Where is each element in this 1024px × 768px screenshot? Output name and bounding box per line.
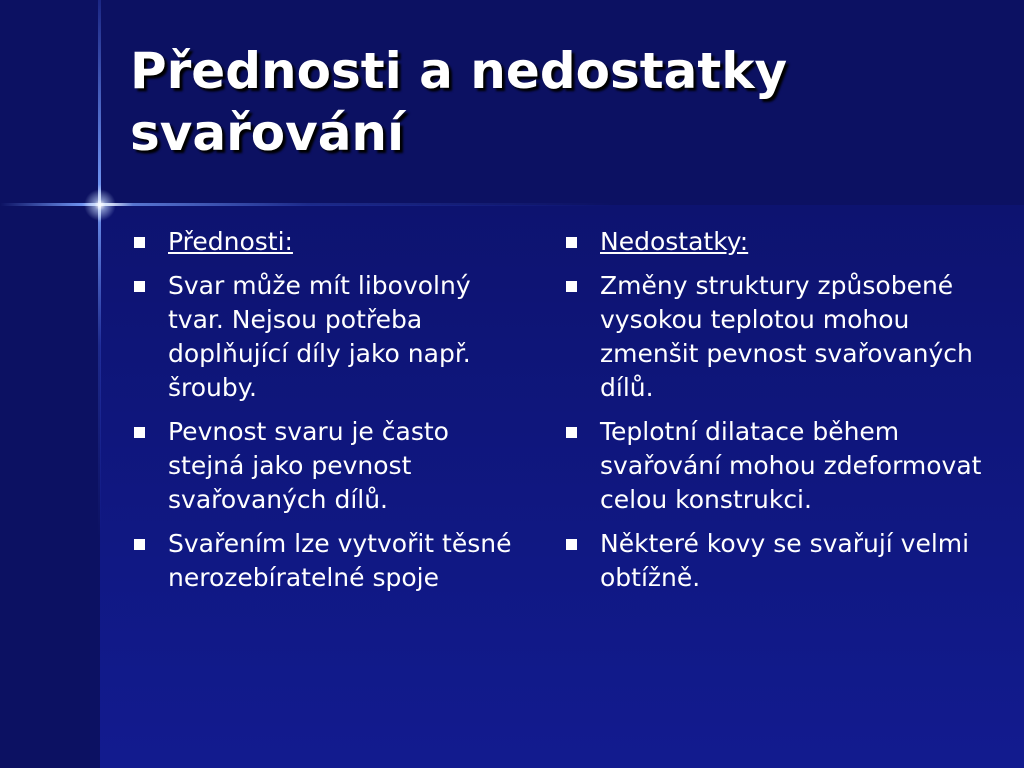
advantage-item-text: Svařením lze vytvořit těsné nerozebíratelné spoje bbox=[168, 529, 512, 592]
square-bullet-icon bbox=[566, 539, 577, 550]
light-flare bbox=[84, 189, 116, 221]
disadvantages-heading-text: Nedostatky: bbox=[600, 227, 749, 256]
disadvantage-item-text: Některé kovy se svařují velmi obtížně. bbox=[600, 529, 970, 592]
horizontal-accent-line bbox=[0, 203, 1024, 206]
advantage-item bbox=[130, 269, 515, 405]
square-bullet-icon bbox=[566, 281, 577, 292]
advantage-item-text: Svar může mít libovolný tvar. Nejsou potřeba doplňující díly jako např. šrouby. bbox=[168, 271, 471, 402]
square-bullet-icon bbox=[134, 281, 145, 292]
slide-title bbox=[130, 40, 990, 164]
background-left-band bbox=[0, 0, 100, 768]
advantages-heading bbox=[130, 225, 515, 259]
disadvantage-item bbox=[562, 269, 982, 405]
advantage-item bbox=[130, 527, 515, 595]
square-bullet-icon bbox=[134, 237, 145, 248]
disadvantage-item bbox=[562, 527, 982, 595]
square-bullet-icon bbox=[566, 237, 577, 248]
advantage-item bbox=[130, 415, 515, 517]
slide-title-line2: svařování bbox=[130, 104, 405, 162]
square-bullet-icon bbox=[566, 427, 577, 438]
disadvantage-item bbox=[562, 415, 982, 517]
disadvantage-item-text: Teplotní dilatace během svařování mohou zdeformovat celou konstrukci. bbox=[600, 417, 982, 514]
vertical-accent-line bbox=[98, 0, 101, 768]
square-bullet-icon bbox=[134, 427, 145, 438]
slide-title-line1: Přednosti a nedostatky bbox=[130, 42, 788, 100]
advantages-heading-text: Přednosti: bbox=[168, 227, 293, 256]
advantages-list bbox=[130, 225, 515, 605]
disadvantages-heading bbox=[562, 225, 982, 259]
square-bullet-icon bbox=[134, 539, 145, 550]
advantage-item-text: Pevnost svaru je často stejná jako pevnost svařovaných dílů. bbox=[168, 417, 449, 514]
disadvantage-item-text: Změny struktury způsobené vysokou teplotou mohou zmenšit pevnost svařovaných dílů. bbox=[600, 271, 973, 402]
disadvantages-list bbox=[562, 225, 982, 605]
